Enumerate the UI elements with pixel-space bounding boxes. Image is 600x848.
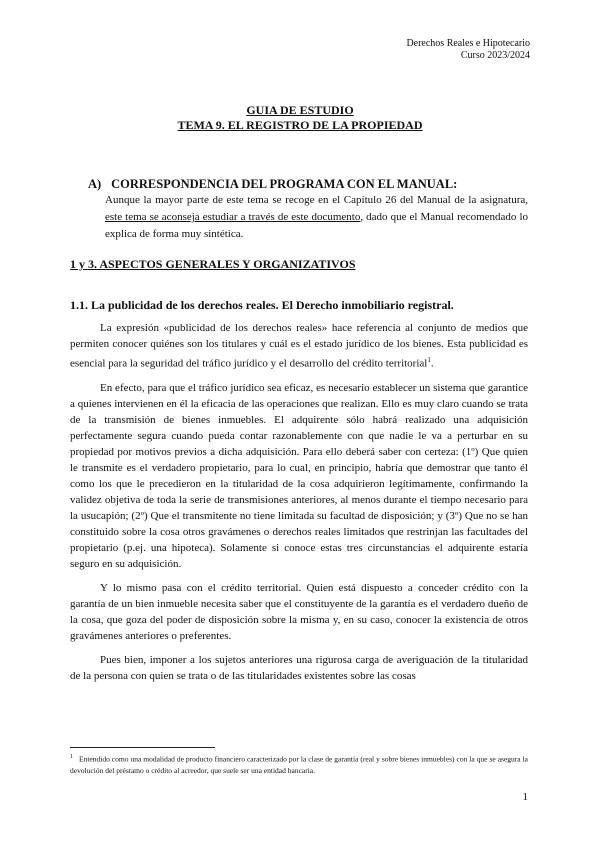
section-a-heading — [88, 177, 528, 192]
footnote-ref[interactable]: 1 — [427, 356, 431, 364]
title-line-2: TEMA 9. EL REGISTRO DE LA PROPIEDAD — [177, 118, 423, 132]
paragraph-1-text: La expresión «publicidad de los derechos reales» hace referencia al conjunto de medios que permiten conocer quiénes son los titulares y cuál es el estado jurídico de los bienes. Esta publicidad es esencial para la seguridad del tráfico jurídico y el desarrollo del crédito territorial — [70, 322, 528, 370]
section-a-paragraph — [105, 192, 528, 243]
header-course-year: Curso 2023/2024 — [460, 50, 530, 61]
section-a-text-underlined: este tema se aconseja estudiar a través de este documento — [105, 211, 361, 223]
footnote-number: 1 — [70, 754, 73, 760]
header-course-name: Derechos Reales e Hipotecario — [406, 38, 530, 49]
paragraph-1 — [70, 320, 528, 372]
paragraph-3: Y lo mismo pasa con el crédito territorial. Quien está dispuesto a conceder crédito con la garantía de un bien inmueble necesita saber que el constituyente de la garantía es el verdadero dueño de la cosa, que goza del poder de disposición sobre la misma y, en su caso, conocer la existencia de otros gravámenes anteriores o preferentes. — [70, 581, 528, 642]
section-1y3-heading: 1 y 3. ASPECTOS GENERALES Y ORGANIZATIVOS — [70, 257, 356, 271]
section-a-title: CORRESPONDENCIA DEL PROGRAMA CON EL MANUAL: — [111, 177, 458, 191]
section-1-1-body — [70, 320, 528, 692]
footnote — [70, 752, 528, 776]
section-a-text-after: , dado que el Manual recomendado lo explica de forma muy sintética. — [105, 211, 529, 240]
section-a-text-before: Aunque la mayor parte de este tema se recoge en el Capítulo 26 del Manual de la asignatura, — [105, 194, 528, 206]
document-title — [0, 103, 600, 133]
paragraph-2: En efecto, para que el tráfico jurídico sea eficaz, es necesario establecer un sistema que garantice a quienes intervienen en él la eficacia de las operaciones que realizan. Ello es muy claro cuando se trata de la transmisión de bienes inmuebles. El adquirente sólo habrá realizado una adquisición perfectamente segura cuando pueda contar razonablemente con que nadie le va a perturbar en su propiedad por motivos previos a dicha adquisición. Para ello deberá saber con certeza: (1º) Que quien le transmite es el verdadero propietario, para lo cual, en principio, habría que demostrar que tanto él como los que le precedieron en la titularidad de la cosa adquirieron legítimamente, confirmando la validez objetiva de toda la serie de transmisiones anteriores, al menos durante el tiempo necesario para la usucapión; (2º) Que el transmitente no tiene limitada su facultad de disposición; y (3º) Que no se han constituido sobre la cosa otros gravámenes o derechos reales limitados que restrinjan las facultades del propietario (p.ej. una hipoteca). Solamente si conoce estas tres circunstancias el adquirente estaría seguro en su adquisición. — [70, 381, 528, 570]
running-header — [406, 38, 530, 62]
title-line-1: GUIA DE ESTUDIO — [246, 103, 354, 117]
paragraph-4: Pues bien, imponer a los sujetos anteriores una rigurosa carga de averiguación de la titularidad de la persona con quien se trata o de las titularidades existentes sobre las cosas — [70, 653, 528, 682]
section-1-1-heading: 1.1. La publicidad de los derechos reales. El Derecho inmobiliario registral. — [70, 298, 454, 312]
footnote-text: Entendido como una modalidad de producto financiero caracterizado por la clase de garantía (real y sobre bienes inmuebles) con la que se asegura la devolución del préstamo o crédito al acreedor, que suele ser una entidad bancaria. — [70, 754, 528, 775]
section-a-label: A) — [88, 177, 102, 191]
paragraph-1-end: . — [430, 357, 434, 370]
page-number: 1 — [522, 791, 528, 803]
footnote-divider — [70, 747, 215, 748]
